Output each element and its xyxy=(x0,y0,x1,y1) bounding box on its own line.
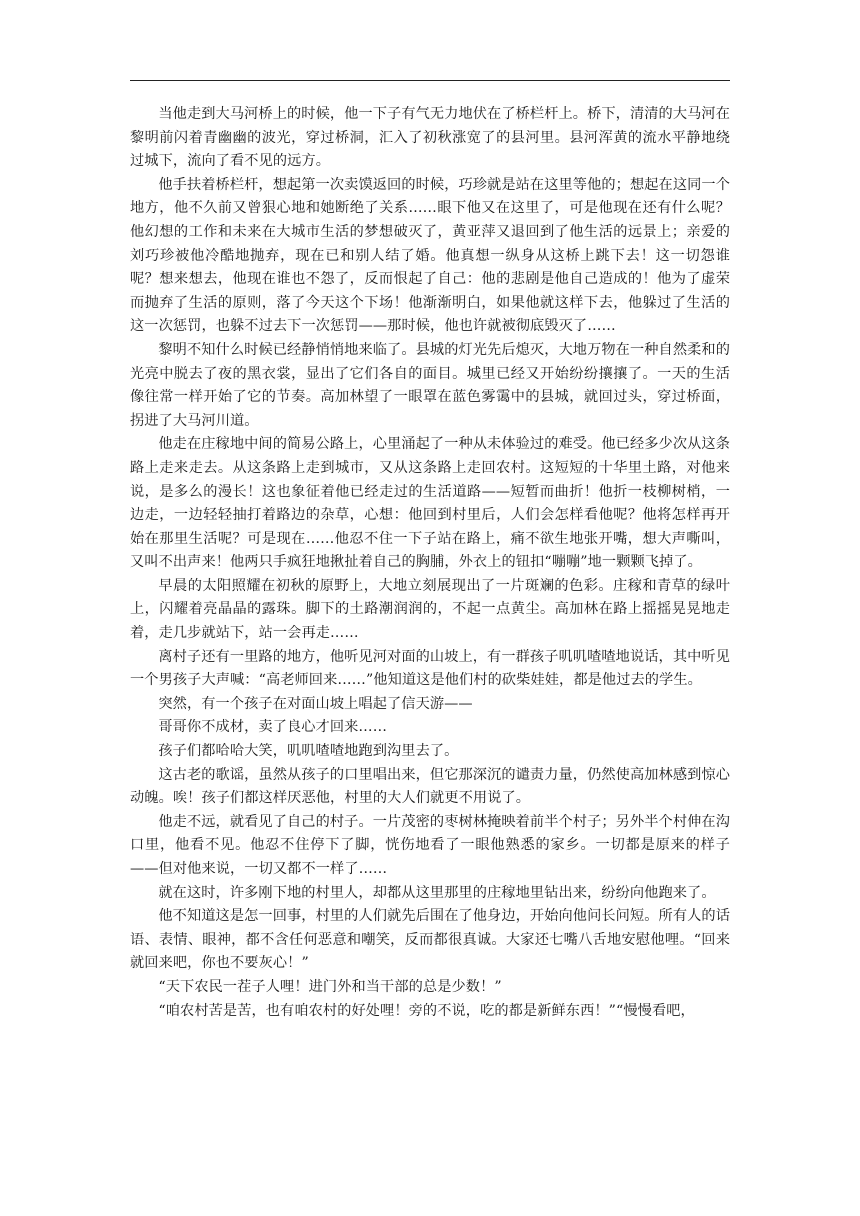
paragraph: 黎明不知什么时候已经静悄悄地来临了。县城的灯光先后熄灭，大地万物在一种自然柔和的光亮中脱去了夜的黑衣裳，显出了它们各自的面目。城里已经又开始纷纷攘攘了。一天的生活像往常一样开始了它的节奏。高加林望了一眼罩在蓝色雾霭中的县城，就回过头，穿过桥面，拐进了大马河川道。 xyxy=(130,341,730,429)
body-text xyxy=(130,103,730,1023)
header-rule xyxy=(130,80,730,81)
paragraph: 突然，有一个孩子在对面山坡上唱起了信天游—— xyxy=(158,695,473,712)
paragraph: 当他走到大马河桥上的时候，他一下子有气无力地伏在了桥栏杆上。桥下，清清的大马河在黎明前闪着青幽幽的波光，穿过桥洞，汇入了初秋涨宽了的县河里。县河浑黄的流水平静地绕过城下，流向了看不见的远方。 xyxy=(130,106,730,170)
paragraph: 他不知道这是怎一回事，村里的人们就先后围在了他身边，开始向他问长问短。所有人的话语、表情、眼神，都不含任何恶意和嘲笑，反而都很真诚。大家还七嘴八舌地安慰他哩。“回来就回来吧，你也不要灰心！” xyxy=(130,908,730,972)
paragraph: 离村子还有一里路的地方，他听见河对面的山坡上，有一群孩子叽叽喳喳地说话，其中听见一个男孩子大声喊：“高老师回来……”他知道这是他们村的砍柴娃娃，都是他过去的学生。 xyxy=(130,648,730,689)
paragraph: 早晨的太阳照耀在初秋的原野上，大地立刻展现出了一片斑斓的色彩。庄稼和青草的绿叶上，闪耀着亮晶晶的露珠。脚下的土路潮润润的，不起一点黄尘。高加林在路上摇摇晃晃地走着，走几步就站下，站一会再走…… xyxy=(130,577,730,642)
paragraph: 哥哥你不成材，卖了良心才回来…… xyxy=(158,719,387,736)
paragraph: 他走不远，就看见了自己的村子。一片茂密的枣树林掩映着前半个村子；另外半个村伸在沟口里，他看不见。他忍不住停下了脚，恍伤地看了一眼他熟悉的家乡。一切都是原来的样子——但对他来说，一切又都不一样了…… xyxy=(130,813,730,877)
paragraph: “天下农民一茬子人哩！进门外和当干部的总是少数！” xyxy=(158,978,502,995)
paragraph: 就在这时，许多刚下地的村里人，却都从这里那里的庄稼地里钻出来，纷纷向他跑来了。 xyxy=(158,884,716,901)
paragraph: 他手扶着桥栏杆，想起第一次卖馍返回的时候，巧珍就是站在这里等他的；想起在这同一个地方，他不久前又曾狠心地和她断绝了关系……眼下他又在这里了，可是他现在还有什么呢？他幻想的工作和未来在大城市生活的梦想破灭了，黄亚萍又退回到了他生活的远景上；亲爱的刘巧珍被他冷酷地抛弃，现在已和别人结了婚。他真想一纵身从这桥上跳下去！这一切怨谁呢？想来想去，他现在谁也不怨了，反而恨起了自己：他的悲剧是他自己造成的！他为了虚荣而抛弃了生活的原则，落了今天这个下场！他渐渐明白，如果他就这样下去，他躲过了生活的这一次惩罚，也躲不过去下一次惩罚——那时候，他也许就被彻底毁灭了…… xyxy=(130,176,730,335)
paragraph: 这古老的歌谣，虽然从孩子的口里唱出来，但它那深沉的谴责力量，仍然使高加林感到惊心动魄。唉！孩子们都这样厌恶他，村里的大人们就更不用说了。 xyxy=(130,766,730,807)
paragraph: 他走在庄稼地中间的简易公路上，心里涌起了一种从未体验过的难受。他已经多少次从这条路上走来走去。从这条路上走到城市，又从这条路上走回农村。这短短的十华里土路，对他来说，是多么的漫长！这也象征着他已经走过的生活道路——短暂而曲折！他折一枝柳树梢，一边走，一边轻轻抽打着路边的杂草，心想：他回到村里后，人们会怎样看他呢？他将怎样再开始在那里生活呢？可是现在……他忍不住一下子站在路上，痛不欲生地张开嘴，想大声嘶叫，又叫不出声来！他两只手疯狂地揪扯着自己的胸脯，外衣上的钮扣“嘣嘣”地一颗颗飞掉了。 xyxy=(130,436,730,571)
paragraph: “咱农村苦是苦，也有咱农村的好处哩！旁的不说，吃的都是新鲜东西！”“慢慢看吧， xyxy=(158,1002,695,1019)
paragraph: 孩子们都哈哈大笑，叽叽喳喳地跑到沟里去了。 xyxy=(158,743,459,760)
